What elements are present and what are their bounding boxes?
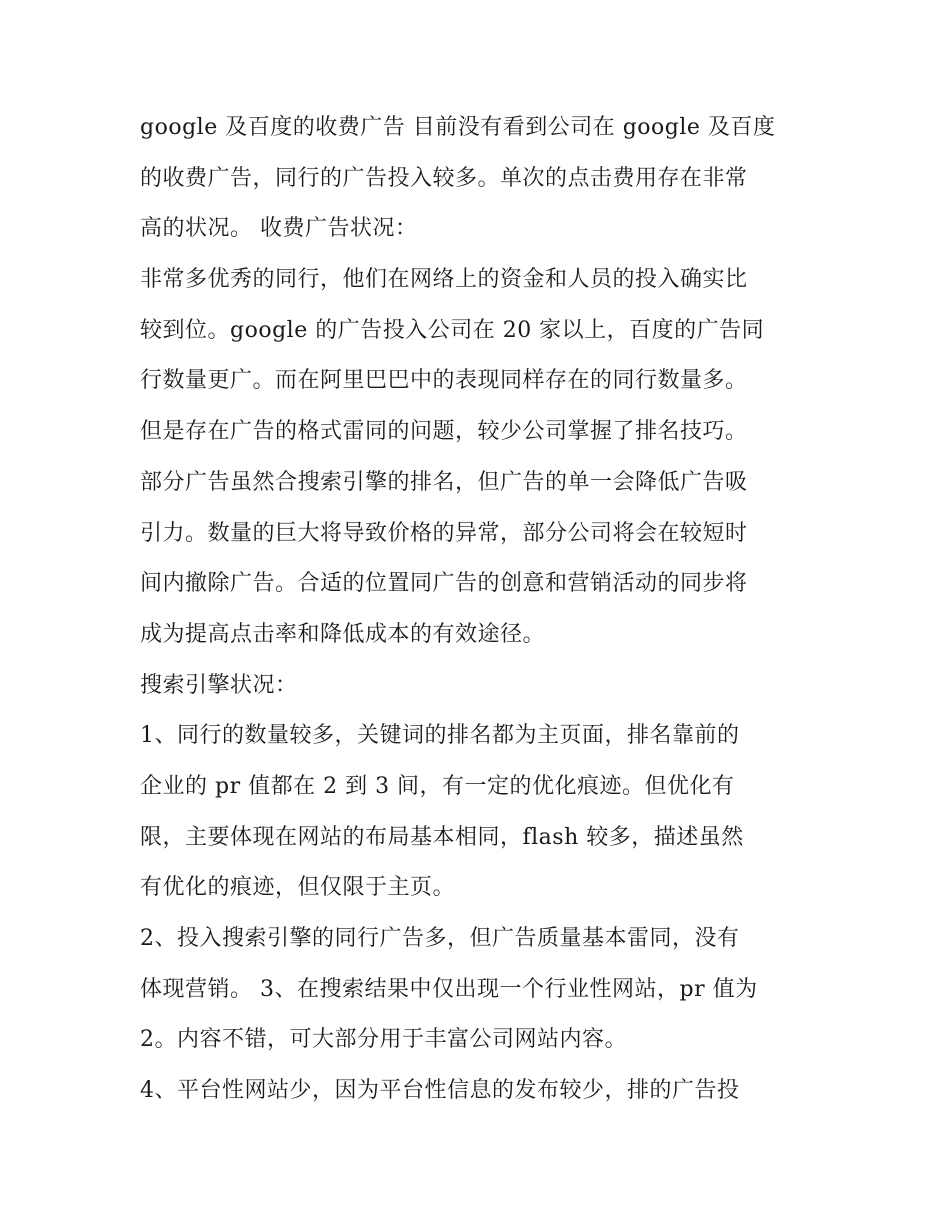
document-body [140,103,820,1117]
text-line: 4、平台性网站少，因为平台性信息的发布较少，排的广告投 [140,1078,740,1104]
text-line: google 及百度的收费广告 目前没有看到公司在 google 及百度 [140,115,776,140]
text-line: 限，主要体现在网站的布局基本相同，flash 较多，描述虽然 [140,824,744,850]
text-line: 1、同行的数量较多，关键词的排名都为主页面，排名靠前的 [140,723,740,749]
text-line: 较到位。google 的广告投入公司在 20 家以上，百度的广告同 [140,317,765,343]
text-line: 高的状况。 收费广告状况： [140,216,418,242]
text-line: 引力。数量的巨大将导致价格的异常，部分公司将会在较短时 [140,520,748,546]
text-line: 部分广告虽然合搜索引擎的排名，但广告的单一会降低广告吸 [140,469,748,495]
text-line: 的收费广告，同行的广告投入较多。单次的点击费用存在非常 [140,165,748,191]
text-line: 2。内容不错，可大部分用于丰富公司网站内容。 [140,1027,627,1053]
section-heading: 搜索引擎状况： [140,672,298,698]
text-line: 企业的 pr 值都在 2 到 3 间，有一定的优化痕迹。但优化有 [140,773,735,799]
text-line: 有优化的痕迹，但仅限于主页。 [140,875,456,901]
text-line: 体现营销。 3、在搜索结果中仅出现一个行业性网站，pr 值为 [140,976,758,1002]
text-line: 2、投入搜索引擎的同行广告多，但广告质量基本雷同，没有 [140,926,740,951]
text-line: 非常多优秀的同行，他们在网络上的资金和人员的投入确实比 [140,267,748,293]
text-line: 但是存在广告的格式雷同的问题，较少公司掌握了排名技巧。 [140,419,748,445]
text-line: 间内撤除广告。合适的位置同广告的创意和营销活动的同步将 [140,571,748,597]
text-line: 成为提高点击率和降低成本的有效途径。 [140,621,546,647]
text-line: 行数量更广。而在阿里巴巴中的表现同样存在的同行数量多。 [140,368,748,394]
